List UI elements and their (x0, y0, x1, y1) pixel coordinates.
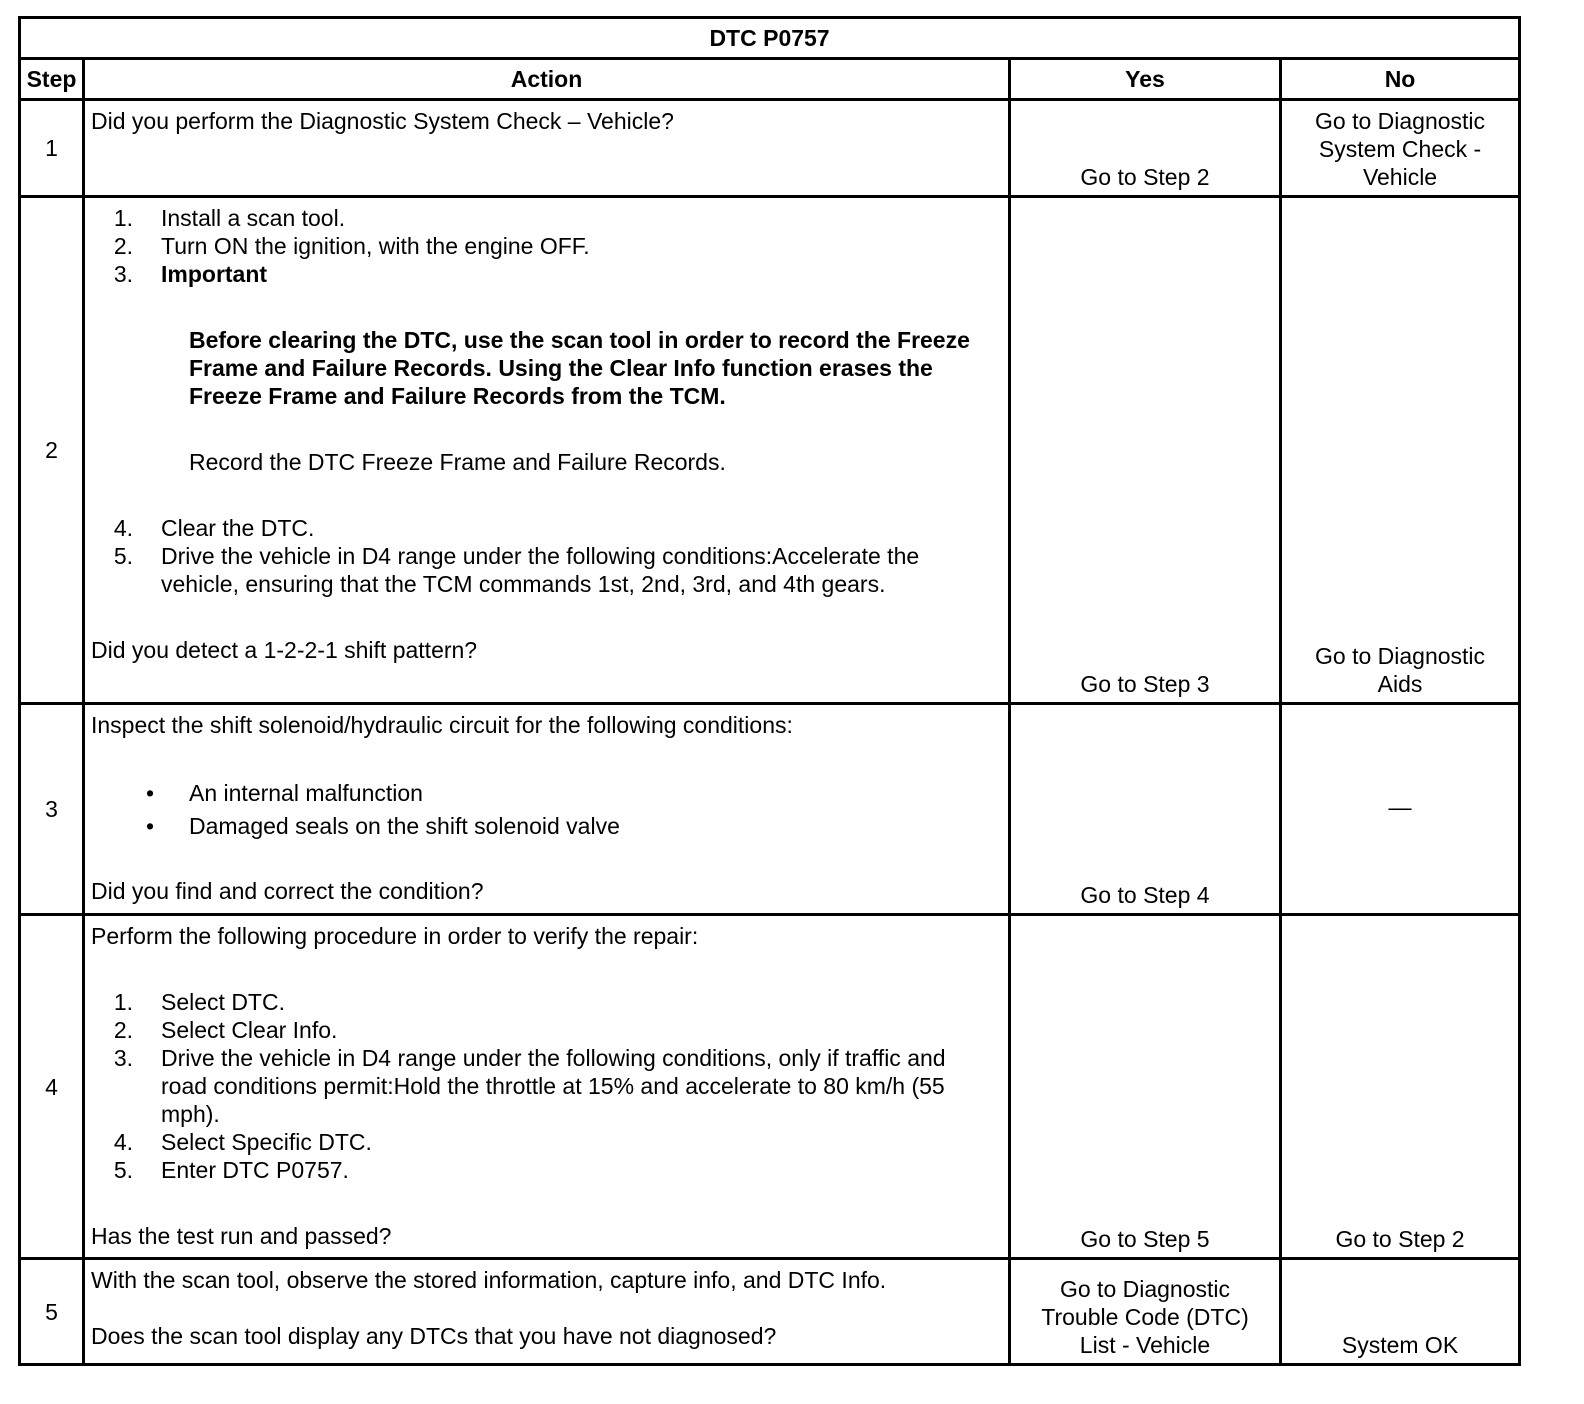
step-question: Did you detect a 1-2-2-1 shift pattern? (91, 637, 478, 663)
table-row-step-3 (20, 704, 1520, 915)
condition-list (91, 777, 1004, 843)
action-cell (84, 197, 1010, 704)
table-row-step-2 (20, 197, 1520, 704)
no-result: System OK (1341, 1332, 1459, 1358)
table-row-step-5 (20, 1259, 1520, 1365)
step-intro: Perform the following procedure in order to verify the repair: (91, 923, 699, 949)
yes-cell (1010, 704, 1281, 915)
list-item: 4. Select Specific DTC. (113, 1129, 372, 1155)
yes-link[interactable]: Go to Step 2 (1080, 164, 1210, 190)
list-item: 2. Turn ON the ignition, with the engine OFF. (113, 233, 590, 259)
yes-line: List - Vehicle (1079, 1332, 1211, 1358)
yes-link[interactable]: Go to Step 4 (1080, 882, 1210, 908)
list-item: 2. Select Clear Info. (113, 1017, 338, 1043)
action-cell (84, 704, 1010, 915)
no-line: Go to Diagnostic (1315, 643, 1486, 669)
procedure-list (91, 204, 1004, 288)
step-intro: Inspect the shift solenoid/hydraulic circuit for the following conditions: (91, 712, 793, 738)
table-row-step-4 (20, 915, 1520, 1259)
no-cell[interactable] (1281, 197, 1520, 704)
list-item: 5. Drive the vehicle in D4 range under the following conditions:Accelerate the vehicle, ensuring that the TCM commands 1st, 2nd, 3rd, and 4th gears. (113, 543, 920, 597)
table-row-step-1 (20, 100, 1520, 197)
no-dash: — (1388, 794, 1412, 820)
yes-cell (1010, 100, 1281, 197)
step-question: Does the scan tool display any DTCs that you have not diagnosed? (91, 1323, 777, 1349)
yes-cell[interactable] (1010, 1259, 1281, 1365)
record-instruction: Record the DTC Freeze Frame and Failure Records. (189, 449, 726, 475)
action-cell (84, 915, 1010, 1259)
header-no: No (1281, 59, 1520, 100)
list-item: 5. Enter DTC P0757. (113, 1157, 349, 1183)
yes-line: Go to Diagnostic (1059, 1276, 1231, 1302)
no-cell (1281, 704, 1520, 915)
procedure-list (91, 988, 1004, 1184)
procedure-list-continued (91, 514, 1004, 598)
header-step: Step (20, 59, 84, 100)
no-line: Vehicle (1362, 164, 1438, 190)
step-number: 2 (20, 197, 84, 704)
header-yes: Yes (1010, 59, 1281, 100)
yes-cell (1010, 915, 1281, 1259)
step-number: 1 (20, 100, 84, 197)
no-line: Go to Diagnostic (1315, 108, 1486, 134)
yes-line: Trouble Code (DTC) (1041, 1304, 1249, 1330)
list-item: 1. Install a scan tool. (113, 205, 346, 231)
list-item: 3. Drive the vehicle in D4 range under the following conditions, only if traffic and road conditions permit:Hold the throttle at 15% and accelerate to 80 km/h (55 mph). (113, 1045, 946, 1127)
step-question: Did you perform the Diagnostic System Check – Vehicle? (91, 108, 674, 134)
dtc-table-sheet (18, 16, 1518, 1384)
important-note: Before clearing the DTC, use the scan tool in order to record the Freeze Frame and Failure Records. Using the Clear Info function erases the Freeze Frame and Failure Records from the TCM. (189, 327, 970, 409)
yes-link[interactable]: Go to Step 3 (1080, 671, 1210, 697)
step-number: 3 (20, 704, 84, 915)
dtc-procedure-table (18, 16, 1521, 1366)
action-cell (84, 100, 1010, 197)
step-question: Has the test run and passed? (91, 1223, 392, 1249)
header-action: Action (84, 59, 1010, 100)
list-item: • An internal malfunction (145, 780, 423, 806)
action-cell (84, 1259, 1010, 1365)
yes-cell (1010, 197, 1281, 704)
list-item: 1. Select DTC. (113, 989, 285, 1015)
no-line: Aids (1377, 671, 1423, 697)
yes-link[interactable]: Go to Step 5 (1080, 1226, 1210, 1252)
step-number: 4 (20, 915, 84, 1259)
step-question: Did you find and correct the condition? (91, 878, 484, 904)
list-item: 3. Important (113, 261, 268, 287)
step-number: 5 (20, 1259, 84, 1365)
table-title: DTC P0757 (20, 18, 1520, 59)
no-cell (1281, 915, 1520, 1259)
list-item: 4. Clear the DTC. (113, 515, 315, 541)
list-item: • Damaged seals on the shift solenoid valve (145, 813, 620, 839)
no-cell (1281, 1259, 1520, 1365)
no-line: System Check - (1318, 136, 1482, 162)
step-intro: With the scan tool, observe the stored information, capture info, and DTC Info. (91, 1267, 887, 1293)
no-link[interactable]: Go to Step 2 (1335, 1226, 1465, 1252)
no-cell[interactable] (1281, 100, 1520, 197)
